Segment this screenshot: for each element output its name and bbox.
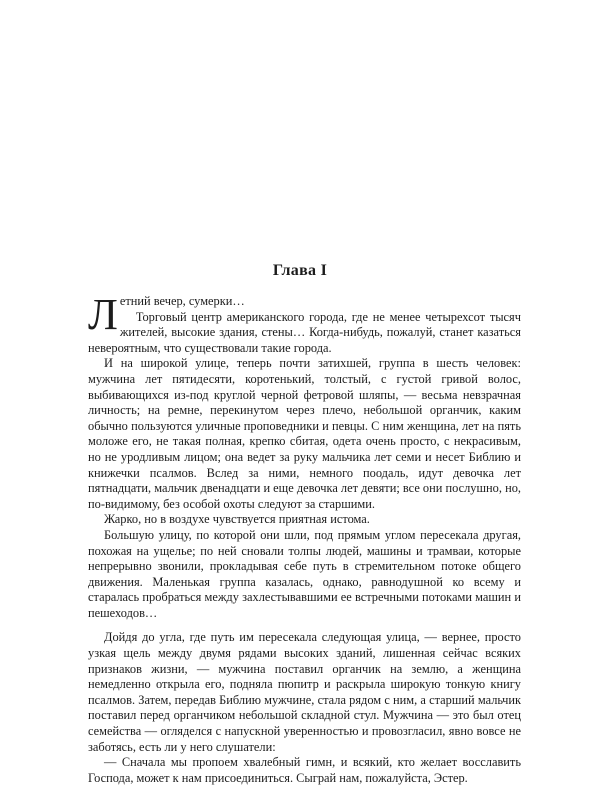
drop-cap: Л [88, 290, 118, 339]
first-line: етний вечер, сумерки… [119, 294, 245, 308]
chapter-title: Глава I [272, 262, 328, 279]
body-text [88, 290, 521, 786]
paragraph: Жарко, но в воздухе чувствуется приятная истома. [104, 512, 370, 527]
paragraph: Большую улицу, по которой они шли, под прямым углом пересекала другая, похожая на ущелье; по ней сновали толпы людей, машины и трамваи, которые непрерывно звонили, прокладывая себе путь в стремительном потоке общего движения. Маленькая группа казалась, однако, равнодушной ко всему и старалась пробраться между захлестывавшими ее встречными потоками машин и пешеходов… [88, 527, 521, 620]
paragraph: Дойдя до угла, где путь им пересекала следующая улица, — вернее, просто узкая щель между двумя рядами высоких зданий, лишенная сейчас всяких признаков жизни, — мужчина поставил органчик на землю, а женщина немедленно открыла его, подняла пюпитр и раскрыла широкую тонкую книгу псалмов. Затем, передав Библию мужчине, стала рядом с ним, а старший мальчик поставил перед органчиком небольшой складной стул. Мужчина — это был отец семейства — огляделся с напускной уверенностью и провозгласил, явно вовсе не заботясь, есть ли у него слушатели: [88, 630, 521, 754]
paragraph: И на широкой улице, теперь почти затихшей, группа в шесть человек: мужчина лет пятидесяти, коротенький, толстый, с густой гривой волос, выбивающихся из-под круглой черной фетровой шляпы, — весьма невзрачная личность; на ремне, перекинутом через плечо, небольшой органчик, каким обычно пользуются уличные проповедники и певцы. С ним женщина, лет на пять моложе его, не такая полная, крепко сбитая, одета очень просто, с некрасивым, но не уродливым лицом; она ведет за руку мальчика лет семи и несет Библию и книжечки псалмов. Вслед за ними, немного поодаль, идут девочка лет пятнадцати, мальчик двенадцати и еще девочка лет девяти; все они послушно, но, по-видимому, без особой охоты следуют за старшими. [88, 356, 521, 511]
paragraph: — Сначала мы пропоем хвалебный гимн, и всякий, кто желает восславить Господа, может к нам присоединиться. Сыграй нам, пожалуйста, Эстер. [88, 755, 521, 785]
paragraph: Торговый центр американского города, где не менее четырехсот тысяч жителей, высокие здания, стены… Когда-нибудь, пожалуй, станет казаться невероятным, что существовали такие города. [88, 309, 521, 355]
